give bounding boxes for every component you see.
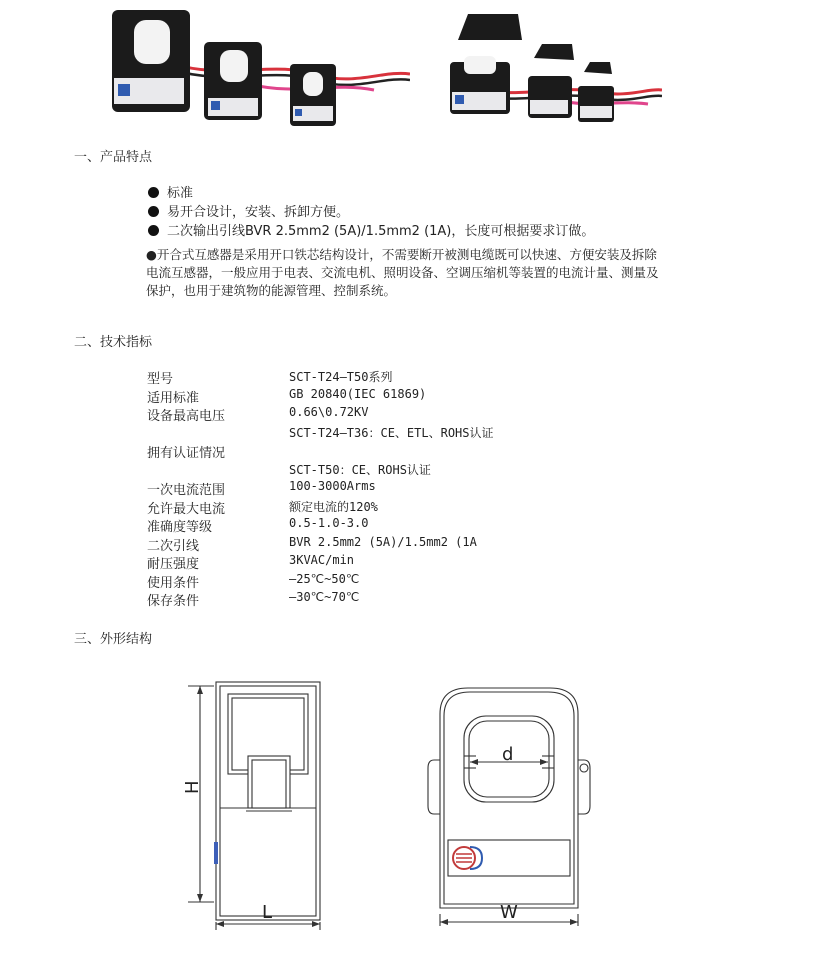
structure-title: 三、外形结构 [74,632,153,647]
spec-row: 允许最大电流 额定电流的120% [147,499,378,517]
features-title: 一、产品特点 [74,150,153,165]
bullet-dot-icon [148,187,159,198]
spec-row: 一次电流范围 100-3000Arms [147,479,376,498]
spec-row: 准确度等级 0.5-1.0-3.0 [147,516,369,535]
side-view-drawing [170,672,340,934]
product-photo-closed [104,0,410,130]
dimension-w: W [500,902,518,923]
spec-row: 拥有认证情况 [147,446,226,461]
spec-row: 耐压强度 3KVAC/min [147,553,355,572]
front-view-drawing [414,684,614,934]
brand-logo-icon [453,847,482,869]
bullet-dot-icon [148,206,159,217]
spec-row: 二次引线 BVR 2.5mm2 (5A)/1.5mm2 (1A [147,534,477,554]
spec-row: SCT-T24—T36：CE、ETL、ROHS认证 [289,425,494,440]
dimension-l: L [262,902,273,923]
spec-row: 保存条件 —30℃~70℃ [147,590,360,609]
bullet-dot-icon [148,225,159,236]
spec-row: 使用条件 —25℃~50℃ [147,571,360,591]
specs-title: 二、技术指标 [74,335,153,350]
spec-row: 型号 SCT-T24—T50系列 [147,370,393,387]
side-label-mark [214,842,218,864]
dimension-h: H [182,780,203,794]
features-paragraph: ●开合式互感器是采用开口铁芯结构设计，不需要断开被测电缆既可以快速、方便安装及拆除电流互感器，一般应用于电表、交流电机、照明设备、空调压缩机等装置的电流计量、测量及保护，也用于建筑物的能源管理、控制系统。 [146,247,659,298]
spec-row: SCT-T50：CE、ROHS认证 [289,462,431,477]
spec-row: 设备最高电压 0.66\0.72KV [147,405,369,424]
spec-row: 适用标准 GB 20840(IEC 61869) [147,386,427,406]
dimension-d: d [502,744,514,765]
feature-bullet: 二次输出引线BVR 2.5mm2 (5A)/1.5mm2 (1A)，长度可根据要求订做。 [148,220,594,239]
product-photo-open [438,0,662,130]
feature-bullet: 标准 [148,182,193,201]
feature-bullet: 易开合设计，安装、拆卸方便。 [148,201,349,220]
